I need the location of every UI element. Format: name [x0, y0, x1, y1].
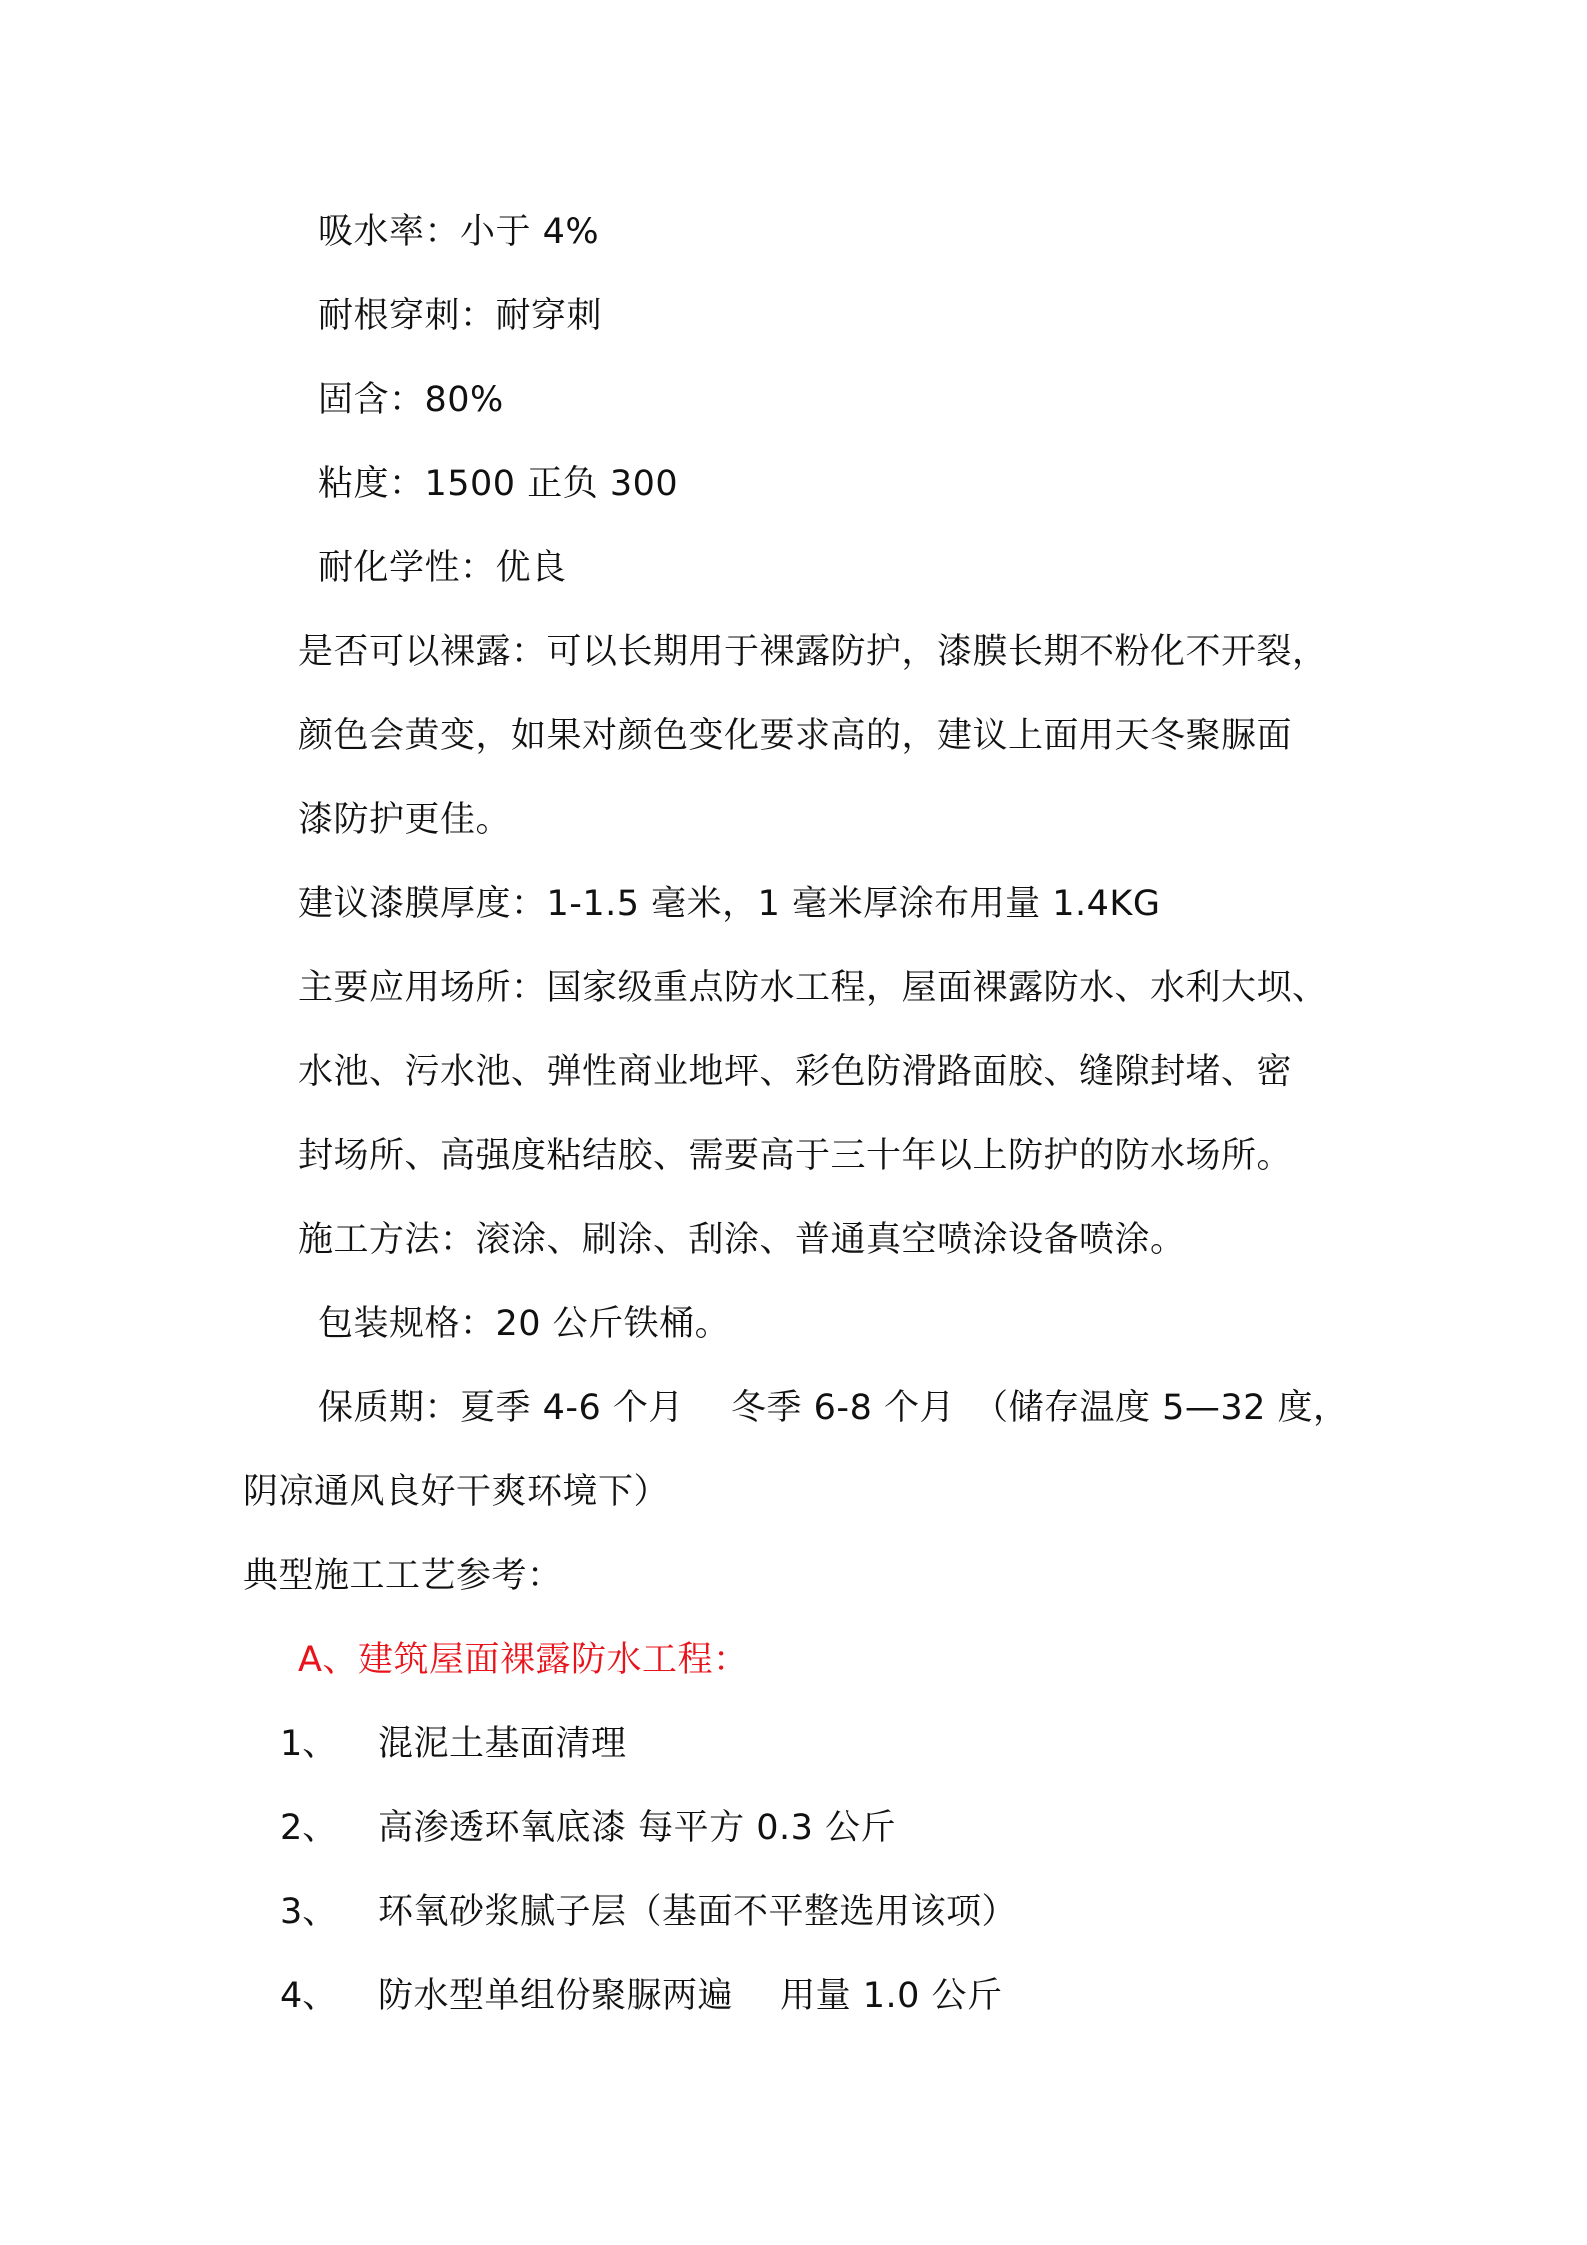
process-heading: 典型施工工艺参考： — [243, 1556, 563, 1596]
exposure-line-3: 漆防护更佳。 — [298, 800, 512, 840]
shelf-life-line-2: 阴凉通风良好干爽环境下） — [243, 1472, 670, 1512]
method-paragraph: 施工方法：滚涂、刷涂、刮涂、普通真空喷涂设备喷涂。 — [298, 1220, 1186, 1260]
exposure-line-1: 是否可以裸露：可以长期用于裸露防护，漆膜长期不粉化不开裂， — [298, 632, 1328, 672]
spec-chemical-resistance: 耐化学性：优良 — [318, 548, 567, 588]
section-a-heading: A、建筑屋面裸露防水工程： — [298, 1640, 749, 1680]
spec-solid-content: 固含：80% — [318, 380, 504, 420]
packaging-paragraph: 包装规格：20 公斤铁桶。 — [318, 1304, 731, 1344]
spec-water-absorption: 吸水率：小于 4% — [318, 212, 600, 252]
spec-root-resistance: 耐根穿刺：耐穿刺 — [318, 296, 603, 336]
applications-line-2: 水池、污水池、弹性商业地坪、彩色防滑路面胶、缝隙封堵、密 — [298, 1052, 1293, 1092]
step-text: 混泥土基面清理 — [378, 1724, 627, 1764]
step-number: 2、 — [280, 1808, 338, 1848]
shelf-life-line-1: 保质期：夏季 4-6 个月 冬季 6-8 个月 （储存温度 5—32 度， — [318, 1388, 1349, 1428]
exposure-line-2: 颜色会黄变，如果对颜色变化要求高的，建议上面用天冬聚脲面 — [298, 716, 1293, 756]
applications-line-1: 主要应用场所：国家级重点防水工程，屋面裸露防水、水利大坝、 — [298, 968, 1328, 1008]
step-number: 3、 — [280, 1892, 338, 1932]
step-text: 环氧砂浆腻子层（基面不平整选用该项） — [378, 1892, 1018, 1932]
step-text: 防水型单组份聚脲两遍 用量 1.0 公斤 — [378, 1976, 1003, 2016]
applications-line-3: 封场所、高强度粘结胶、需要高于三十年以上防护的防水场所。 — [298, 1136, 1293, 1176]
step-text: 高渗透环氧底漆 每平方 0.3 公斤 — [378, 1808, 897, 1848]
step-number: 4、 — [280, 1976, 338, 2016]
step-number: 1、 — [280, 1724, 338, 1764]
thickness-paragraph: 建议漆膜厚度：1-1.5 毫米，1 毫米厚涂布用量 1.4KG — [298, 884, 1161, 924]
spec-viscosity: 粘度：1500 正负 300 — [318, 464, 679, 504]
